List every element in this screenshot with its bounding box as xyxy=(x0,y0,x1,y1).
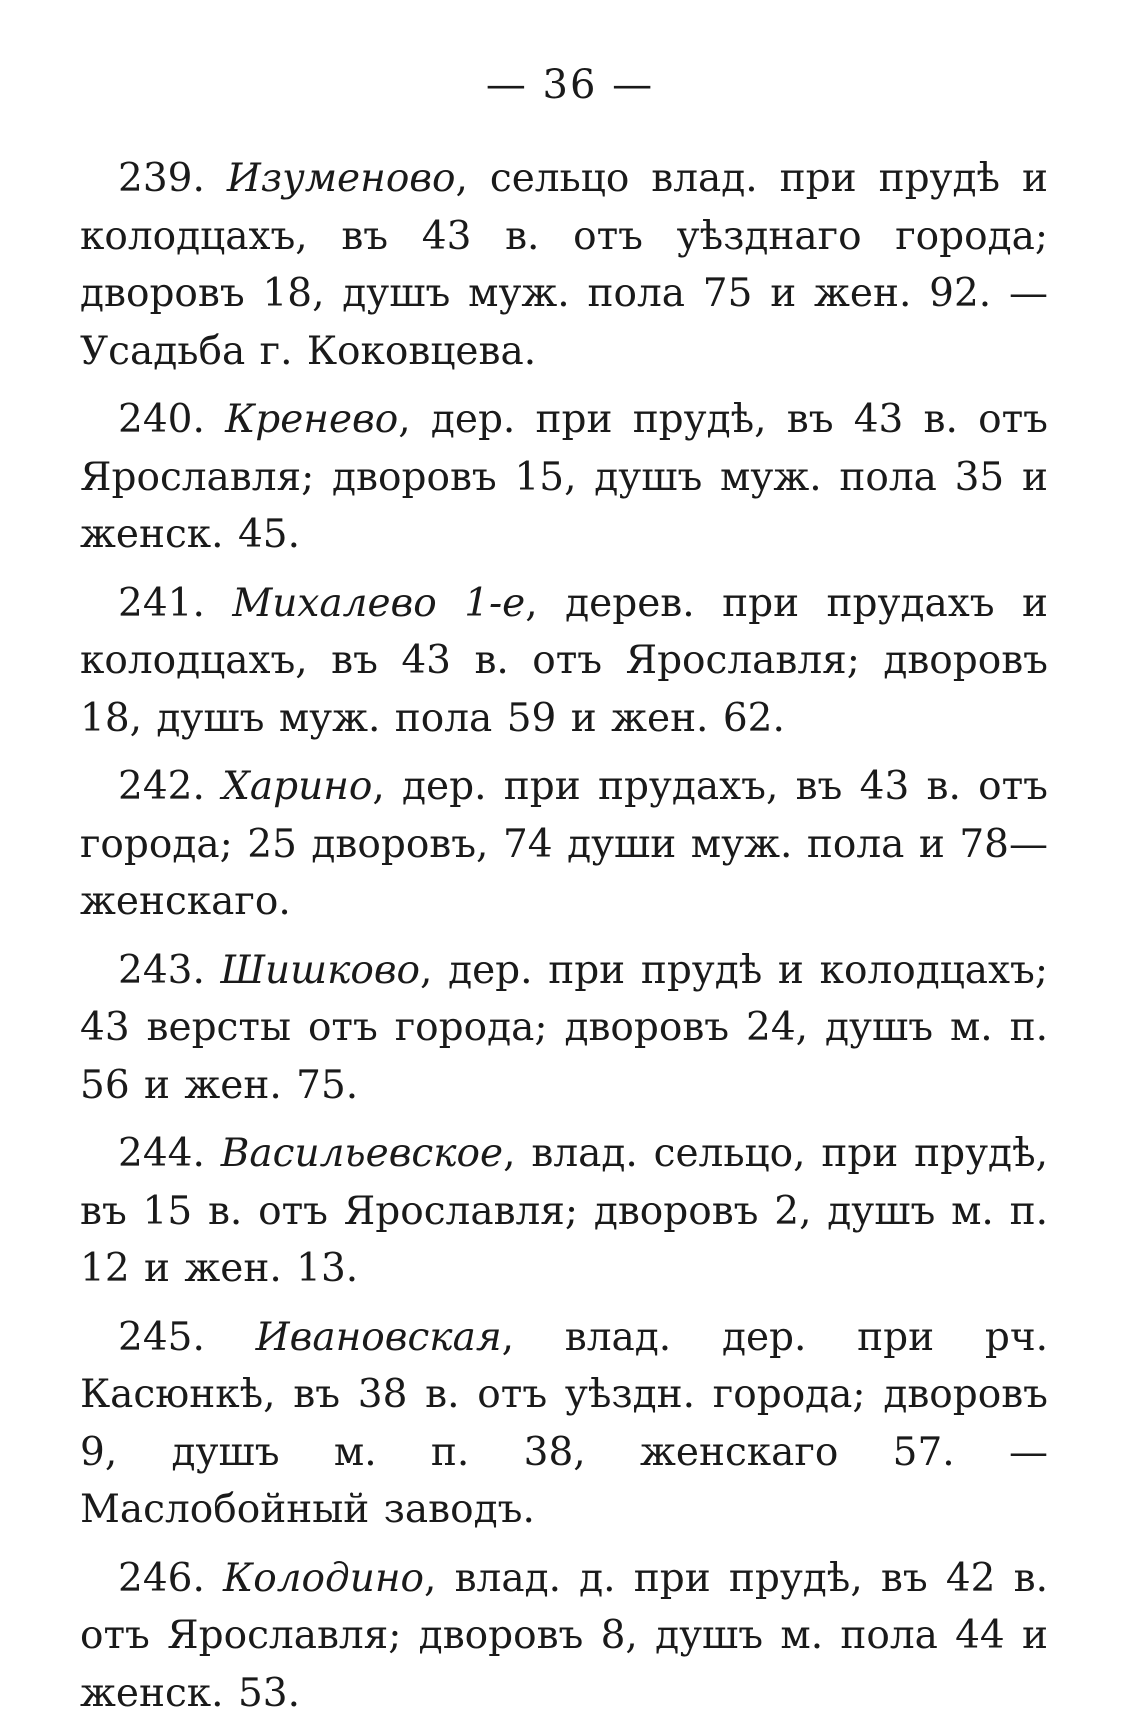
entry-239 xyxy=(80,150,1048,380)
place-name: Шишково xyxy=(220,947,421,993)
entry-246 xyxy=(80,1550,1048,1723)
entry-text: , дер. при прудѣ, въ 43 в. отъ Ярославля; дворовъ 15, душъ муж. пола 35 и женск. 45. xyxy=(80,397,1048,557)
entry-243 xyxy=(80,942,1048,1115)
entry-242 xyxy=(80,758,1048,931)
entry-number: 245. xyxy=(118,1314,205,1360)
entry-list xyxy=(80,150,1048,1733)
entry-number: 242. xyxy=(118,764,205,809)
entry-text: , дерев. при прудахъ и колодцахъ, въ 43 в. отъ Ярославля; дворовъ 18, душъ муж. пола 59 и жен. 62. xyxy=(80,580,1048,741)
entry-241 xyxy=(80,575,1048,748)
place-name: Ивановская xyxy=(255,1314,502,1360)
entry-240 xyxy=(80,391,1048,564)
place-name: Кренево xyxy=(225,397,399,442)
entry-text: , влад. сельцо, при прудѣ, въ 15 в. отъ Ярославля; дворовъ 2, душъ м. п. 12 и жен. 13. xyxy=(80,1131,1048,1291)
place-name: Михалево 1-е xyxy=(232,580,526,626)
entry-text: , влад. дер. при рч. Касюнкѣ, въ 38 в. отъ уѣздн. города; дворовъ 9, душъ м. п. 38, женскаго 57. — Маслобойный заводъ. xyxy=(80,1314,1049,1532)
page-number: — 36 — xyxy=(485,62,655,108)
entry-text: , сельцо влад. при прудѣ и колодцахъ, въ 43 в. отъ уѣзднаго города; дворовъ 18, душъ муж. пола 75 и жен. 92. — Усадьба г. Коковцева. xyxy=(80,156,1048,374)
entry-number: 240. xyxy=(118,397,205,442)
place-name: Васильевское xyxy=(220,1131,504,1176)
entry-text: , дер. при прудѣ и колодцахъ; 43 версты отъ города; дворовъ 24, душъ м. п. 56 и жен. 75. xyxy=(80,947,1048,1108)
entry-number: 239. xyxy=(118,156,205,201)
entry-text: , влад. д. при прудѣ, въ 42 в. отъ Ярославля; дворовъ 8, душъ м. пола 44 и женск. 53. xyxy=(80,1555,1048,1716)
entry-244 xyxy=(80,1125,1048,1298)
entry-number: 246. xyxy=(118,1555,205,1601)
entry-number: 244. xyxy=(118,1131,205,1176)
entry-number: 243. xyxy=(118,947,205,993)
entry-number: 241. xyxy=(118,580,205,626)
place-name: Харино xyxy=(222,764,373,809)
entry-245 xyxy=(80,1309,1048,1539)
place-name: Изуменово xyxy=(226,156,456,201)
place-name: Колодино xyxy=(223,1555,425,1601)
entry-text: , дер. при прудахъ, въ 43 в. отъ города; 25 дворовъ, 74 души муж. пола и 78—женскаго. xyxy=(80,764,1048,924)
